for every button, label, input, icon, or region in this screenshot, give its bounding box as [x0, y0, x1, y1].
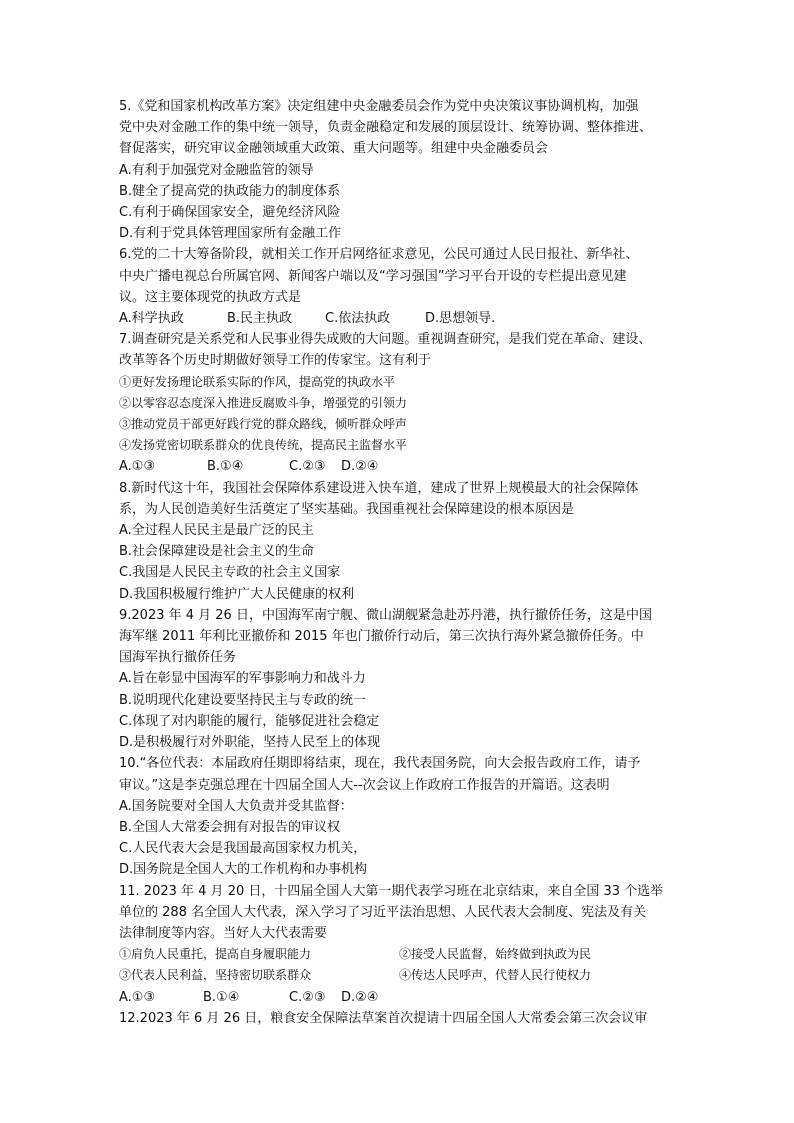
question-7-option-a: A.①③ — [119, 459, 156, 475]
question-7-item-3: ③推动党员干部更好践行党的群众路线，倾听群众呼声 — [119, 417, 408, 432]
question-11-item-1: ①肩负人民重托，提高自身履职能力 — [119, 947, 312, 962]
question-12-stem: 12.2023 年 6 月 26 日，粮食安全保障法草案首次提请十四届全国人大常委会第三次会议审 — [119, 1010, 648, 1026]
question-6-option-a: A.科学执政 — [119, 311, 184, 327]
question-8-option-c: C.我国是人民民主专政的社会主义国家 — [119, 565, 341, 581]
question-6-options — [119, 308, 689, 329]
question-7-stem: 改革等各个历史时期做好领导工作的传家宝。这有利于 — [119, 353, 432, 369]
question-11-item-2: ②接受人民监督，始终做到执政为民 — [399, 947, 592, 962]
question-7-option-b: B.①④ — [207, 459, 244, 475]
question-5-option-a: A.有利于加强党对金融监管的领导 — [119, 162, 314, 178]
question-5-option-c: C.有利于确保国家安全，避免经济风险 — [119, 205, 341, 221]
question-7-item-2: ②以零容忍态度深入推进反腐败斗争，增强党的引领力 — [119, 395, 408, 410]
question-6 — [119, 244, 689, 329]
question-5-stem: 督促落实，研究审议金融领域重大政策、重大问题等。组建中央金融委员会 — [119, 141, 549, 157]
question-5-option-b: B.健全了提高党的执政能力的制度体系 — [119, 183, 341, 199]
question-12 — [119, 1008, 689, 1029]
question-9-option-d: D.是积极履行对外职能，坚持人民至上的体现 — [119, 735, 381, 751]
question-10-option-c: C.人民代表大会是我国最高国家权力机关， — [119, 841, 367, 857]
question-11-items-row-1 — [119, 944, 689, 965]
question-11-item-3: ③代表人民利益，坚持密切联系群众 — [119, 968, 312, 983]
question-5 — [119, 96, 689, 244]
question-11-option-a: A.①③ — [119, 989, 156, 1005]
question-7-option-c: C.②③ — [289, 459, 326, 475]
question-10-stem: 10.“各位代表：本届政府任期即将结束，现在，我代表国务院，向大会报告政府工作，请予 — [119, 756, 641, 772]
question-9-option-b: B.说明现代化建设要坚持民主与专政的统一 — [119, 692, 367, 708]
question-8-stem: 系，为人民创造美好生活奠定了坚实基础。我国重视社会保障建设的根本原因是 — [119, 501, 575, 517]
question-11-stem: 11. 2023 年 4 月 20 日，十四届全国人大第一期代表学习班在北京结束，来自全国 33 个选举 — [119, 883, 664, 899]
question-8-stem: 8.新时代这十年，我国社会保障体系建设进入快车道，建成了世界上规模最大的社会保障体 — [119, 480, 639, 496]
question-9-stem: 海军继 2011 年利比亚撤侨和 2015 年也门撤侨行动后，第三次执行海外紧急撤侨任务。中 — [119, 629, 644, 645]
question-9-stem: 国海军执行撤侨任务 — [119, 650, 237, 666]
question-11 — [119, 881, 689, 1008]
question-6-option-c: C.依法执政 — [325, 311, 391, 327]
question-11-options — [119, 987, 689, 1008]
question-5-option-d: D.有利于党具体管理国家所有金融工作 — [119, 226, 342, 242]
question-8-option-d: D.我国积极履行维护广大人民健康的权利 — [119, 586, 355, 602]
question-5-stem: 5.《党和国家机构改革方案》决定组建中央金融委员会作为党中央决策议事协调机构，加强 — [119, 99, 639, 114]
question-7-stem: 7.调查研究是关系党和人民事业得失成败的大问题。重视调查研究，是我们党在革命、建设、 — [119, 332, 652, 348]
question-10-option-b: B.全国人大常委会拥有对报告的审议权 — [119, 819, 341, 835]
question-11-item-4: ④传达人民呼声，代替人民行使权力 — [399, 968, 592, 983]
question-11-items-row-2 — [119, 965, 689, 986]
question-7 — [119, 329, 689, 477]
question-8-option-b: B.社会保障建设是社会主义的生命 — [119, 544, 315, 560]
question-9-option-a: A.旨在彰显中国海军的军事影响力和战斗力 — [119, 671, 366, 687]
question-11-option-b: B.①④ — [203, 989, 240, 1005]
question-11-option-d: D.②④ — [341, 989, 379, 1005]
exam-page — [119, 96, 689, 1029]
question-11-stem: 法律制度等内容。当好人大代表需要 — [119, 925, 328, 941]
question-11-option-c: C.②③ — [289, 989, 326, 1005]
question-11-stem: 单位的 288 名全国人大代表，深入学习了习近平法治思想、人民代表大会制度、宪法及有关 — [119, 904, 647, 920]
question-10-option-a: A.国务院要对全国人大负责并受其监督： — [119, 798, 353, 814]
question-9-stem: 9.2023 年 4 月 26 日，中国海军南宁舰、微山湖舰紧急赴苏丹港，执行撤侨任务，这是中国 — [119, 607, 652, 623]
question-6-stem: 6.党的二十大筹备阶段，就相关工作开启网络征求意见，公民可通过人民日报社、新华社、 — [119, 247, 639, 263]
question-6-stem: 议。这主要体现党的执政方式是 — [119, 289, 302, 305]
question-7-option-d: D.②④ — [341, 459, 379, 475]
question-5-stem: 党中央对金融工作的集中统一领导，负责金融稳定和发展的顶层设计、统筹协调、整体推进、 — [119, 120, 653, 136]
question-10-stem: 审议。”这是李克强总理在十四届全国人大--次会议上作政府工作报告的开篇语。这表明 — [119, 777, 610, 793]
question-8 — [119, 478, 689, 605]
question-6-option-b: B.民主执政 — [227, 311, 293, 327]
question-7-item-1: ①更好发扬理论联系实际的作风，提高党的执政水平 — [119, 374, 396, 389]
question-10-option-d: D.国务院是全国人大的工作机构和办事机构 — [119, 862, 368, 878]
question-6-stem: 中央广播电视总台所属官网、新闻客户端以及“学习强国”学习平台开设的专栏提出意见建 — [119, 268, 627, 284]
question-10 — [119, 753, 689, 880]
question-7-item-4: ④发扬党密切联系群众的优良传统，提高民主监督水平 — [119, 438, 408, 453]
question-7-options — [119, 456, 689, 477]
question-8-option-a: A.全过程人民民主是最广泛的民主 — [119, 523, 314, 539]
question-9 — [119, 605, 689, 753]
question-6-option-d: D.思想领导. — [425, 311, 496, 327]
question-9-option-c: C.体现了对内职能的履行，能够促进社会稳定 — [119, 713, 380, 729]
